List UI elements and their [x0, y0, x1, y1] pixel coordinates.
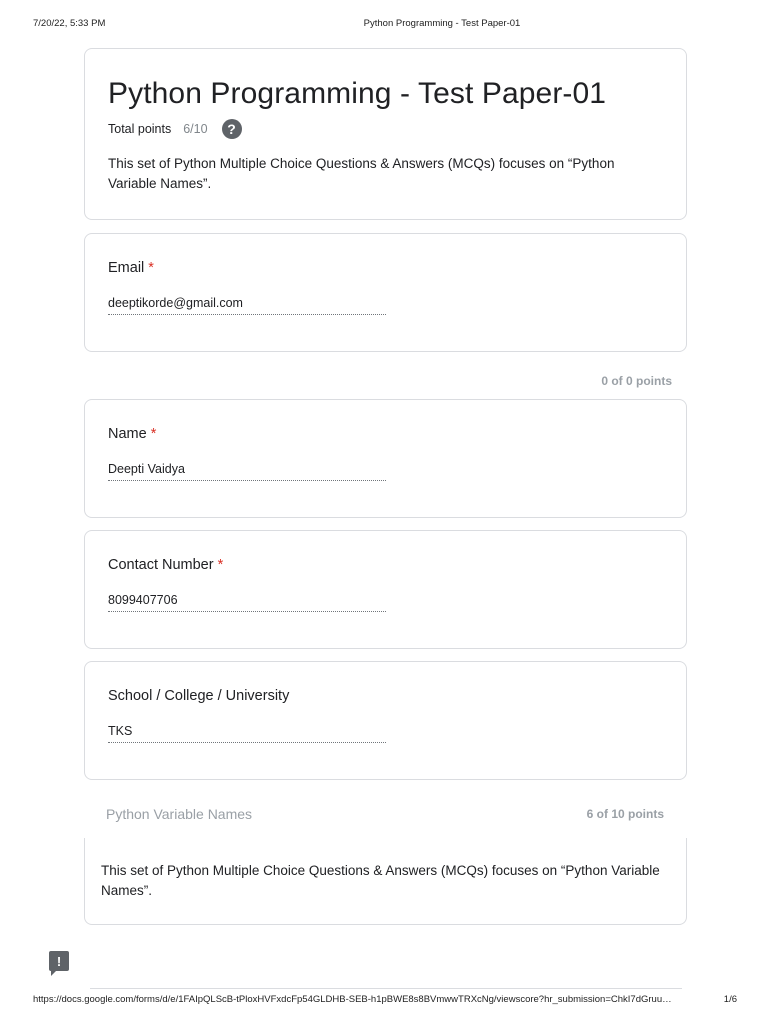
required-asterisk: * — [150, 426, 157, 442]
print-datetime: 7/20/22, 5:33 PM — [33, 18, 106, 29]
section-description-card — [84, 838, 687, 925]
question-label — [108, 426, 156, 442]
print-url: https://docs.google.com/forms/d/e/1FAIpQLScB-tPloxHVFxdcFp54GLDHB-SEB-h1pBWE8s8BVmwwTRXcNg/viewscore?hr_submission=ChkI7dGruu… — [33, 994, 672, 1005]
question-label — [108, 260, 154, 276]
total-points-row — [108, 119, 242, 139]
section-title: Python Variable Names — [106, 806, 253, 822]
email-answer: deeptikorde@gmail.com — [108, 296, 386, 315]
total-points-label: Total points — [108, 122, 172, 136]
print-page-title: Python Programming - Test Paper-01 — [363, 18, 521, 29]
print-footer — [0, 994, 768, 1008]
form-title: Python Programming - Test Paper-01 — [108, 77, 607, 110]
name-label: Name — [108, 426, 147, 442]
print-header — [0, 18, 768, 32]
school-label: School / College / University — [108, 688, 290, 704]
footer-divider — [90, 988, 682, 989]
contact-number-label: Contact Number — [108, 557, 214, 573]
points-summary: 0 of 0 points — [601, 374, 672, 388]
form-header-card — [84, 48, 687, 220]
email-label: Email — [108, 260, 145, 276]
contact-number-question-card — [84, 530, 687, 649]
section-points: 6 of 10 points — [586, 807, 664, 821]
school-question-card — [84, 661, 687, 780]
feedback-icon[interactable]: ! — [49, 951, 69, 971]
contact-number-answer: 8099407706 — [108, 593, 386, 612]
total-points-value: 6/10 — [183, 122, 208, 136]
question-label — [108, 557, 223, 573]
help-icon[interactable]: ? — [222, 119, 242, 139]
form-description: This set of Python Multiple Choice Questions & Answers (MCQs) focuses on “Python Variable Names”. — [108, 156, 615, 191]
school-answer: TKS — [108, 724, 386, 743]
required-asterisk: * — [217, 557, 224, 573]
question-label — [108, 688, 293, 704]
section-header — [106, 806, 664, 824]
print-page-number: 1/6 — [723, 994, 737, 1005]
name-answer: Deepti Vaidya — [108, 462, 386, 481]
name-question-card — [84, 399, 687, 518]
required-asterisk: * — [148, 260, 154, 276]
email-question-card — [84, 233, 687, 352]
section-description: This set of Python Multiple Choice Questions & Answers (MCQs) focuses on “Python Variable Names”. — [101, 863, 660, 898]
